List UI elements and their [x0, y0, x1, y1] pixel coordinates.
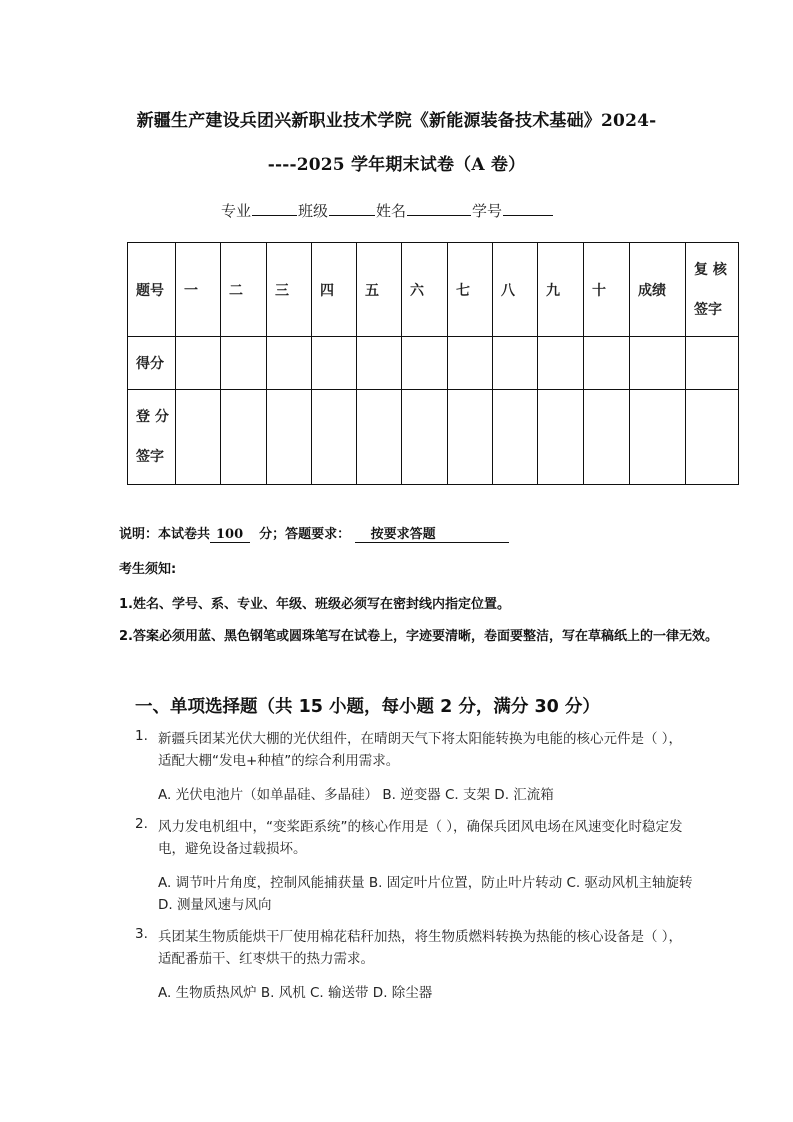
score-cell[interactable] [584, 337, 630, 390]
question-number: 1. [135, 728, 148, 744]
header-cell: 成绩 [630, 243, 686, 337]
student-id-blank[interactable] [503, 200, 553, 216]
notice-title: 考生须知: [119, 562, 177, 577]
answer-requirement-value: 按要求答题 [355, 523, 509, 543]
total-score-value: 100 [210, 527, 250, 543]
reviewer-header-line-1: 复 核 [694, 261, 727, 278]
signature-cell[interactable] [448, 390, 493, 485]
question-1 [135, 728, 695, 806]
header-cell: 十 [584, 243, 630, 337]
score-cell[interactable] [267, 337, 312, 390]
question-number: 3. [135, 926, 148, 942]
student-id-label: 学号 [472, 202, 503, 220]
major-blank[interactable] [252, 200, 297, 216]
header-cell: 三 [267, 243, 312, 337]
major-label: 专业 [221, 202, 252, 220]
question-options: A. 光伏电池片（如单晶硅、多晶硅） B. 逆变器 C. 支架 D. 汇流箱 [158, 787, 554, 803]
score-cell[interactable] [402, 337, 448, 390]
score-cell[interactable] [357, 337, 402, 390]
question-options: A. 调节叶片角度，控制风能捕获量 B. 固定叶片位置，防止叶片转动 C. 驱动风机主轴旋转 D. 测量风速与风向 [158, 875, 693, 913]
student-info-line [221, 200, 554, 221]
header-cell: 四 [312, 243, 357, 337]
name-blank[interactable] [407, 200, 471, 216]
class-label: 班级 [298, 202, 329, 220]
question-number: 2. [135, 816, 148, 832]
score-row [128, 337, 739, 390]
header-cell: 八 [493, 243, 538, 337]
desc-prefix: 说明：本试卷共 [119, 527, 211, 542]
score-cell[interactable] [221, 337, 267, 390]
question-options: A. 生物质热风炉 B. 风机 C. 输送带 D. 除尘器 [158, 985, 433, 1001]
score-cell[interactable] [176, 337, 221, 390]
signature-cell[interactable] [584, 390, 630, 485]
question-stem: 兵团某生物质能烘干厂使用棉花秸秆加热，将生物质燃料转换为热能的核心设备是（ ），适配番茄干、红枣烘干的热力需求。 [158, 929, 683, 967]
reviewer-header-line-2: 签字 [694, 301, 722, 318]
notice-item-2: 2.答案必须用蓝、黑色钢笔或圆珠笔写在试卷上，字迹要清晰，卷面要整洁，写在草稿纸上的一律无效。 [119, 629, 718, 644]
signature-cell[interactable] [176, 390, 221, 485]
grader-label-line-2: 签字 [136, 449, 164, 465]
notice-item-1: 1.姓名、学号、系、专业、年级、班级必须写在密封线内指定位置。 [119, 597, 510, 612]
header-cell: 九 [538, 243, 584, 337]
exam-title-line-1: 新疆生产建设兵团兴新职业技术学院《新能源装备技术基础》2024- [136, 111, 657, 131]
signature-cell[interactable] [402, 390, 448, 485]
grader-signature-label [128, 390, 176, 485]
score-cell[interactable] [448, 337, 493, 390]
score-cell[interactable] [312, 337, 357, 390]
total-score-cell[interactable] [630, 337, 686, 390]
desc-middle: 分；答题要求： [259, 527, 351, 542]
header-cell: 六 [402, 243, 448, 337]
score-cell[interactable] [493, 337, 538, 390]
score-table [127, 242, 739, 485]
header-cell: 七 [448, 243, 493, 337]
question-3 [135, 926, 695, 1004]
question-number-row [128, 243, 739, 337]
grader-signature-row [128, 390, 739, 485]
exam-description [119, 523, 509, 543]
header-cell: 题号 [128, 243, 176, 337]
reviewer-signature-cell[interactable] [686, 337, 739, 390]
name-label: 姓名 [376, 202, 407, 220]
score-row-label: 得分 [128, 337, 176, 390]
signature-cell[interactable] [267, 390, 312, 485]
signature-cell[interactable] [686, 390, 739, 485]
signature-cell[interactable] [630, 390, 686, 485]
question-stem: 新疆兵团某光伏大棚的光伏组件，在晴朗天气下将太阳能转换为电能的核心元件是（ ），适配大棚“发电+种植”的综合利用需求。 [158, 731, 683, 769]
question-stem: 风力发电机组中，“变桨距系统”的核心作用是（ ），确保兵团风电场在风速变化时稳定发电，避免设备过载损坏。 [158, 819, 683, 857]
header-cell: 五 [357, 243, 402, 337]
signature-cell[interactable] [221, 390, 267, 485]
signature-cell[interactable] [538, 390, 584, 485]
exam-title-line-2: ----2025 学年期末试卷（A 卷） [267, 155, 526, 175]
header-cell: 二 [221, 243, 267, 337]
signature-cell[interactable] [493, 390, 538, 485]
reviewer-signature-header [686, 243, 739, 337]
score-cell[interactable] [538, 337, 584, 390]
grader-label-line-1: 登 分 [136, 409, 169, 425]
class-blank[interactable] [329, 200, 375, 216]
section-heading-single-choice: 一、单项选择题（共 15 小题，每小题 2 分，满分 30 分） [135, 697, 600, 717]
signature-cell[interactable] [357, 390, 402, 485]
header-cell: 一 [176, 243, 221, 337]
signature-cell[interactable] [312, 390, 357, 485]
question-2 [135, 816, 695, 916]
